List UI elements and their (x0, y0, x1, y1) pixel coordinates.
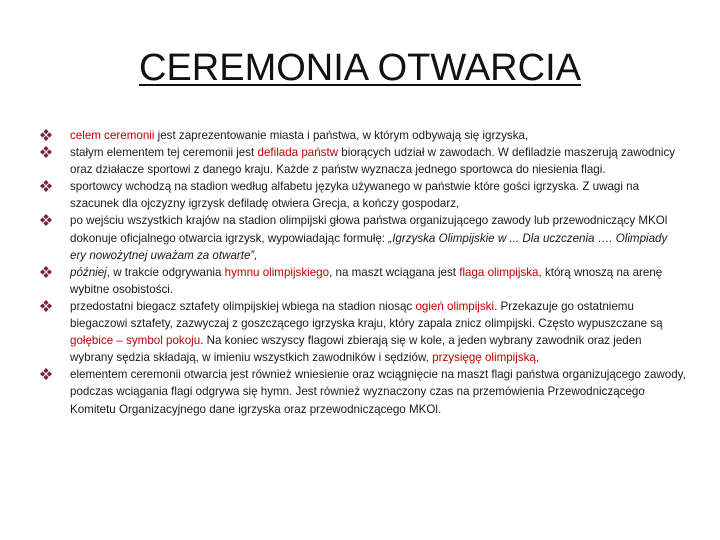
page-title-text: CEREMONIA OTWARCIA (139, 47, 581, 89)
bullet-item (40, 178, 686, 212)
bullet-text: „Igrzyska Olimpijskie w ... Dla uczczenia …. Olimpiady ery nowożytnej uważam za otwarte”, (70, 231, 668, 262)
bullet-text: , w trakcie odgrywania (106, 265, 225, 279)
bullet-item (40, 264, 686, 298)
bullet-item (40, 298, 686, 366)
highlighted-term: celem (70, 129, 105, 142)
bullet-text: elementem ceremonii otwarcia jest również wniesienie oraz wciągnięcie na maszt flagi państwa organizującego zawody, podczas wciągania flagi odgrywa się hymn. Jest również wyznaczony czas na przemówienia Przewodniczącego Komitetu Organizacyjnego dane igrzyska oraz przewodniczącego MKOl. (70, 368, 686, 416)
bullet-text: jest zaprezentowanie miasta i państwa, w którym odbywają się igrzyska, (154, 129, 529, 142)
highlighted-term: przysięgę olimpijską, (432, 351, 540, 365)
bullet-text: , którą wnoszą na arenę wybitne osobistości. (70, 265, 663, 296)
diamond-bullet-icon (40, 129, 52, 141)
bullet-text: . Na koniec wszyscy flagowi zbierają się w kole, a jeden wybrany zawodnik oraz jeden wybrany sędzia składają, w imieniu wszystkich zawodników i sędziów, (70, 334, 642, 365)
bullet-item (40, 127, 686, 144)
diamond-bullet-icon (40, 300, 52, 312)
bullet-item (40, 212, 686, 263)
highlighted-term: ogień olimpijski (415, 299, 495, 313)
diamond-bullet-icon (40, 214, 52, 226)
bullet-text: po wejściu wszystkich krajów na stadion olimpijski głowa państwa organizującego zawody lub przewodniczący MKOl dokonuje oficjalnego otwarcia igrzysk, wypowiadając formułę: (70, 214, 668, 245)
highlighted-term: gołębice – symbol pokoju (70, 334, 201, 348)
diamond-bullet-icon (40, 368, 52, 380)
bullet-text: . Przekazuje go ostatniemu biegaczowi sztafety, zazwyczaj z goszczącego igrzyska kraju, który zapala znicz olimpijski. Często wypuszczane są (70, 299, 663, 331)
highlighted-term: ceremonii (104, 129, 155, 142)
bullet-text: przedostatni biegacz sztafety olimpijskiej wbiega na stadion niosąc (70, 299, 416, 313)
bullet-text: biorących udział w zawodach. W defiladzie maszerują zawodnicy oraz działacze sportowi z danego kraju. Każde z państw wyznacza jednego sportowca do niesienia flagi. (70, 146, 676, 177)
diamond-bullet-icon (40, 146, 52, 158)
bullet-text: stałym elementem tej ceremonii jest (70, 146, 258, 160)
bullet-text: później (70, 265, 107, 279)
bullet-text: , na maszt wciągana jest (329, 265, 460, 279)
highlighted-term: flaga olimpijska (459, 265, 539, 279)
diamond-bullet-icon (40, 180, 52, 192)
bullet-item (40, 366, 686, 417)
highlighted-term: defilada państw (257, 146, 339, 160)
bullet-text: sportowcy wchodzą na stadion według alfabetu języka używanego w państwie które gości igrzyska. Z uwagi na szacunek dla ojczyzny igrzysk defiladę otwiera Grecja, a kończy gospodarz, (70, 180, 640, 211)
bullet-item (40, 144, 686, 178)
bullet-list (40, 127, 686, 418)
diamond-bullet-icon (40, 266, 52, 278)
highlighted-term: hymnu olimpijskiego (224, 265, 330, 279)
page-title (0, 44, 720, 92)
